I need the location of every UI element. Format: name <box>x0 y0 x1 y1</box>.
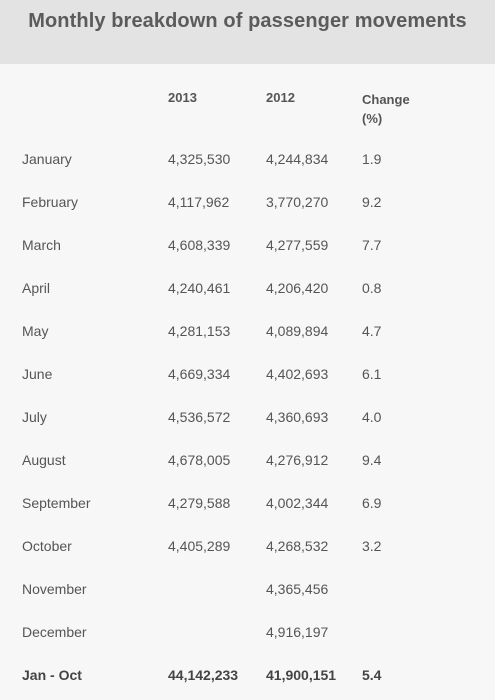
value-2012-cell: 4,276,912 <box>266 452 329 468</box>
month-cell: May <box>22 323 49 339</box>
value-2012-cell: 4,206,420 <box>266 280 329 296</box>
value-2013-cell: 4,678,005 <box>168 452 231 468</box>
month-cell: November <box>22 581 87 597</box>
change-cell: 9.4 <box>362 452 382 468</box>
value-2012-cell: 4,360,693 <box>266 409 329 425</box>
value-2012-cell: 3,770,270 <box>266 194 329 210</box>
change-cell: 3.2 <box>362 538 382 554</box>
column-header-change-unit: (%) <box>362 111 383 126</box>
value-2013-cell: 4,240,461 <box>168 280 231 296</box>
change-cell: 4.0 <box>362 409 382 425</box>
passenger-table <box>0 64 495 700</box>
month-cell: December <box>22 624 87 640</box>
change-cell: 9.2 <box>362 194 382 210</box>
value-2012-cell: 4,402,693 <box>266 366 329 382</box>
table-row <box>0 323 495 343</box>
month-cell: October <box>22 538 72 554</box>
table-row <box>0 538 495 558</box>
month-cell: March <box>22 237 61 253</box>
change-cell: 0.8 <box>362 280 382 296</box>
month-cell: January <box>22 151 72 167</box>
change-cell: 7.7 <box>362 237 382 253</box>
change-cell: 6.9 <box>362 495 382 511</box>
value-2013-cell: 4,325,530 <box>168 151 231 167</box>
column-header-2013: 2013 <box>168 90 197 105</box>
column-header-2012: 2012 <box>266 90 295 105</box>
title-bar <box>0 0 495 64</box>
month-cell: February <box>22 194 79 210</box>
value-2012-cell: 4,268,532 <box>266 538 329 554</box>
value-2013-cell: 4,281,153 <box>168 323 231 339</box>
column-header-change-label: Change <box>362 92 410 107</box>
table-row <box>0 194 495 214</box>
column-header-change <box>362 90 410 128</box>
table-row <box>0 280 495 300</box>
change-cell: 1.9 <box>362 151 382 167</box>
page-title: Monthly breakdown of passenger movements <box>28 10 467 32</box>
value-2013-cell: 4,117,962 <box>168 194 230 210</box>
value-2013-cell: 4,405,289 <box>168 538 231 554</box>
table-row <box>0 581 495 601</box>
month-cell: July <box>22 409 47 425</box>
value-2012-cell: 4,365,456 <box>266 581 329 597</box>
total-row <box>0 667 495 687</box>
change-cell: 6.1 <box>362 366 382 382</box>
value-2012-cell: 4,002,344 <box>266 495 329 511</box>
month-cell: June <box>22 366 53 382</box>
value-2013-cell: 4,279,588 <box>168 495 231 511</box>
value-2013-cell: 4,669,334 <box>168 366 231 382</box>
table-row <box>0 366 495 386</box>
table-row <box>0 452 495 472</box>
total-2012-cell: 41,900,151 <box>266 667 337 683</box>
value-2013-cell: 4,608,339 <box>168 237 231 253</box>
month-cell: August <box>22 452 66 468</box>
value-2012-cell: 4,277,559 <box>266 237 329 253</box>
total-change-cell: 5.4 <box>362 667 382 683</box>
table-row <box>0 151 495 171</box>
value-2012-cell: 4,916,197 <box>266 624 329 640</box>
value-2012-cell: 4,089,894 <box>266 323 329 339</box>
table-row <box>0 409 495 429</box>
table-row <box>0 237 495 257</box>
total-label: Jan - Oct <box>22 667 82 683</box>
value-2013-cell: 4,536,572 <box>168 409 231 425</box>
month-cell: September <box>22 495 91 511</box>
table-row <box>0 495 495 515</box>
change-cell: 4.7 <box>362 323 382 339</box>
table-row <box>0 624 495 644</box>
value-2012-cell: 4,244,834 <box>266 151 329 167</box>
total-2013-cell: 44,142,233 <box>168 667 239 683</box>
month-cell: April <box>22 280 51 296</box>
